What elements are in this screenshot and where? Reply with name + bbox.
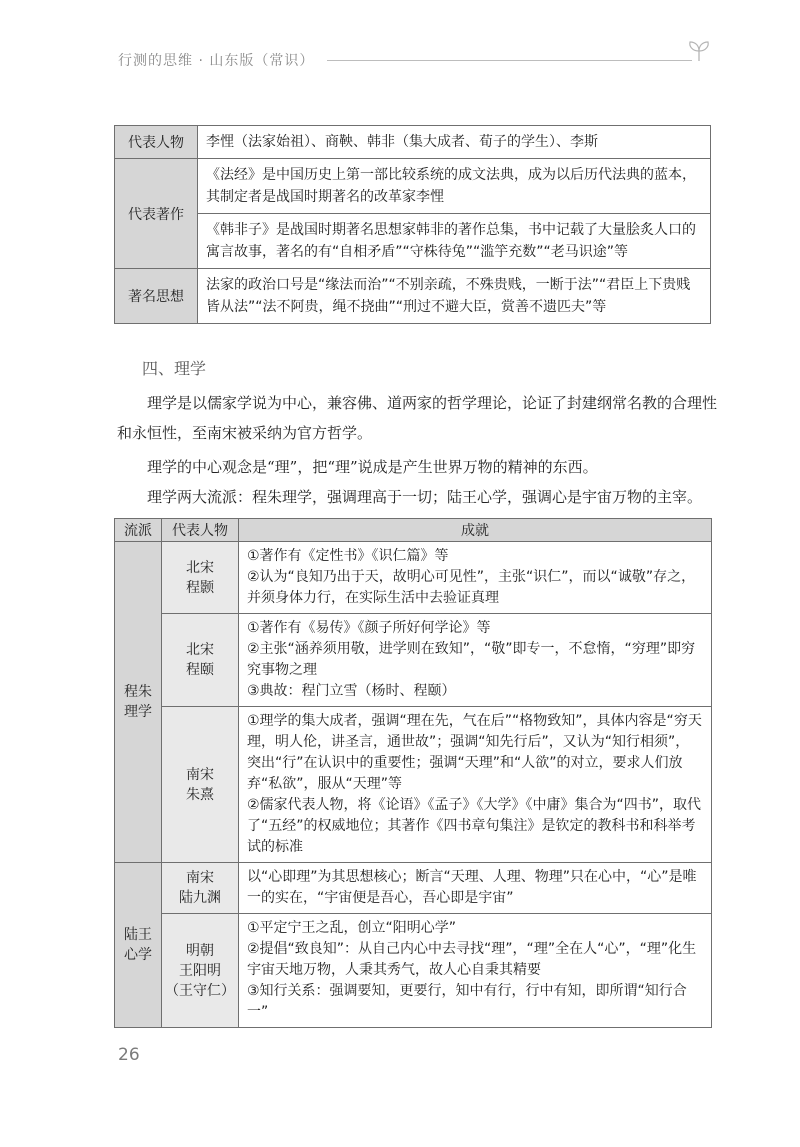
table-row [115,542,712,614]
person-era: 明朝 [186,942,214,959]
sprout-icon [686,40,712,62]
person-name: 程颐 [186,662,214,678]
person-cell [162,707,239,863]
person-name: 朱熹 [186,786,214,803]
achievement-cell [239,707,712,863]
achievement-cell [239,863,712,914]
person-cell [162,542,239,614]
person-cell [162,914,239,1028]
row-content: 《韩非子》是战国时期著名思想家韩非的著作总集，书中记载了大量脍炙人口的寓言故事，著名的有“自相矛盾”“守株待兔”“滥竽充数”“老马识途”等 [198,214,711,269]
school-name: 理学 [124,704,152,720]
table-row [115,214,711,269]
column-header: 流派 [115,519,162,542]
row-content: 法家的政治口号是“缘法而治”“不别亲疏，不殊贵贱，一断于法”“君臣上下贵贱皆从法”“法不阿贵，绳不挠曲”“刑过不避大臣，赏善不遗匹夫”等 [198,269,711,324]
achievement: ①理学的集大成者，强调“理在先，气在后”“格物致知”，具体内容是“穷天理，明人伦，讲圣言，通世故”；强调“知先行后”，又认为“知行相须”，突出“行”在认识中的重要性；强调“天理”和“人欲”的对立，要求人们放弃“私欲”，服从“天理”等 [247,713,702,792]
person-cell [162,614,239,707]
achievement: ③知行关系：强调要知，更要行，知中有行，行中有知，即所谓“知行合一” [247,983,687,1020]
person-alias: （王守仁） [165,982,235,999]
table-row [115,863,712,914]
person-cell [162,863,239,914]
achievement: ②提倡“致良知”：从自己内心中去寻找“理”，“理”全在人“心”，“理”化生宇宙天地万物，人秉其秀气，故人心自秉其精要 [247,941,697,978]
person-name: 陆九渊 [179,890,221,906]
row-content: 李悝（法家始祖）、商鞅、韩非（集大成者、荀子的学生）、李斯 [198,126,711,159]
row-content: 《法经》是中国历史上第一部比较系统的成文法典，成为以后历代法典的蓝本，其制定者是战国时期著名的改革家李悝 [198,159,711,214]
legalist-table [114,125,711,324]
table-row [115,126,711,159]
achievement: 以“心即理”为其思想核心；断言“天理、人理、物理”只在心中，“心”是唯一的实在，“宇宙便是吾心，吾心即是宇宙” [247,869,697,906]
achievement: ①平定宁王之乱，创立“阳明心学” [247,920,457,936]
table-row [115,914,712,1028]
school-cell [115,542,162,863]
paragraph: 理学的中心观念是“理”，把“理”说成是产生世界万物的精神的东西。 [147,458,598,476]
row-label: 代表人物 [115,126,198,159]
person-era: 南宋 [186,766,214,783]
table-row [115,707,712,863]
column-header: 成就 [239,519,712,542]
person-era: 北宋 [186,642,214,658]
school-name: 程朱 [124,684,152,700]
achievement: ③典故：程门立雪（杨时、程颐） [247,683,456,699]
header-rule [327,60,692,61]
paragraph: 理学两大流派：程朱理学，强调理高于一切；陆王心学，强调心是宇宙万物的主宰。 [147,488,703,506]
header-title: 行测的思维 · 山东版（常识） [118,53,315,69]
achievement: ②主张“涵养须用敬，进学则在致知”，“敬”即专一，不怠惰，“穷理”即穷究事物之理 [247,641,696,678]
person-era: 南宋 [186,870,214,886]
table-row [115,614,712,707]
school-name: 心学 [124,947,152,963]
person-name: 程颢 [186,579,214,596]
achievement: ②认为“良知乃出于天，故明心可见性”，主张“识仁”，而以“诚敬”存之，并须身体力行，在实际生活中去验证真理 [247,569,696,606]
achievement-cell [239,614,712,707]
row-label: 代表著作 [115,159,198,269]
column-header: 代表人物 [162,519,239,542]
table-row [115,269,711,324]
neo-confucian-table [114,518,712,1028]
achievement: ①著作有《易传》《颜子所好何学论》等 [247,620,491,636]
section-title: 四、理学 [142,359,207,378]
person-era: 北宋 [186,559,214,576]
page-header [112,40,712,76]
achievement: ①著作有《定性书》《识仁篇》等 [247,548,449,564]
table-header-row [115,519,712,542]
table-row [115,159,711,214]
row-label: 著名思想 [115,269,198,324]
page-number: 26 [118,1045,140,1065]
school-name: 陆王 [124,927,152,943]
paragraph: 理学是以儒家学说为中心，兼容佛、道两家的哲学理论，论证了封建纲常名教的合理性和永恒性，至南宋被采纳为官方哲学。 [117,394,718,442]
achievement-cell [239,914,712,1028]
person-name: 王阳明 [179,962,221,979]
achievement: ②儒家代表人物，将《论语》《孟子》《大学》《中庸》集合为“四书”，取代了“五经”的权威地位；其著作《四书章句集注》是钦定的教科书和科举考试的标准 [247,797,702,855]
achievement-cell [239,542,712,614]
school-cell [115,863,162,1028]
